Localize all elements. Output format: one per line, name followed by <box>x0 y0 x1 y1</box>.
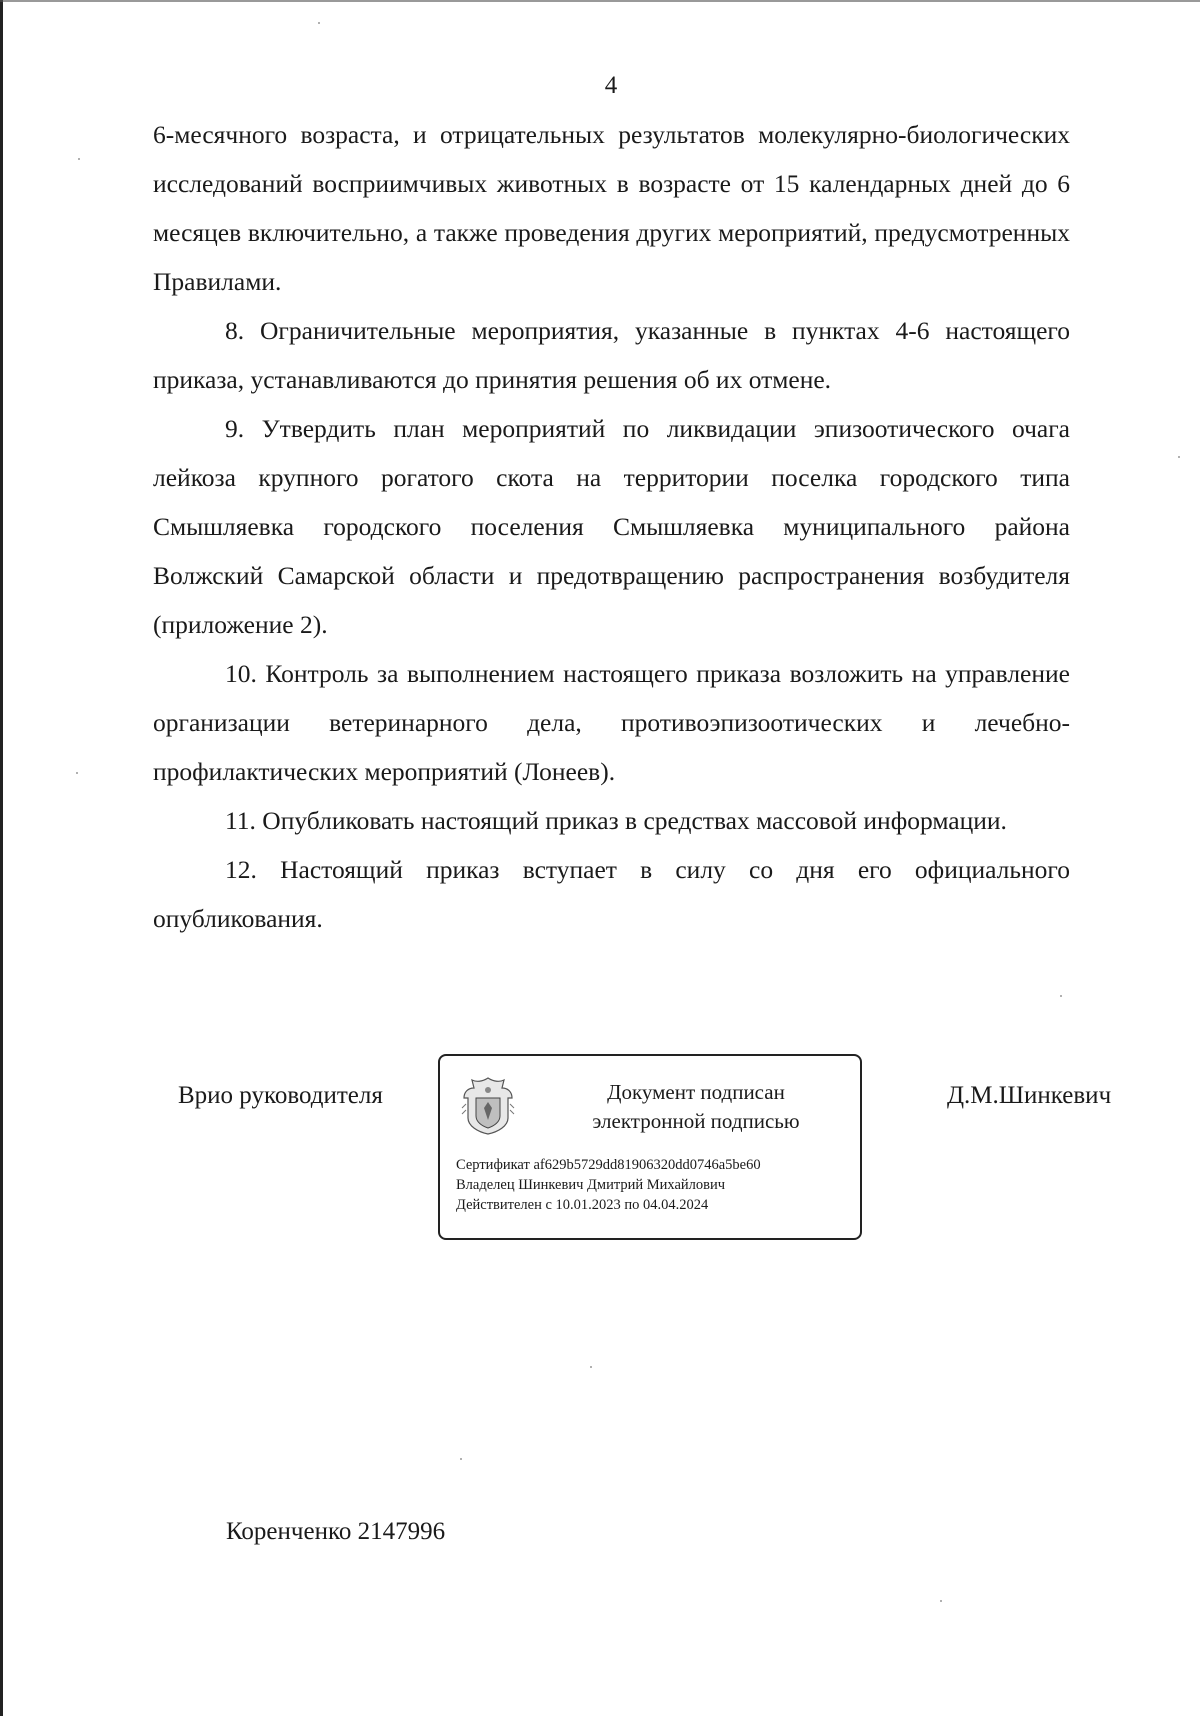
signer-title: Врио руководителя <box>178 1082 383 1109</box>
paragraph-8: 8. Ограничительные мероприятия, указанные в пунктах 4-6 настоящего приказа, устанавливаются до принятия решения об их отмене. <box>153 316 1070 394</box>
stamp-heading-line2: электронной подписью <box>592 1109 800 1133</box>
document-body <box>153 110 1070 943</box>
paragraph-11: 11. Опубликовать настоящий приказ в средствах массовой информации. <box>225 806 1007 835</box>
paragraph-continuation: 6-месячного возраста, и отрицательных результатов молекулярно-биологических исследований восприимчивых животных в возрасте от 15 календарных дней до 6 месяцев включительно, а также проведения других мероприятий, предусмотренных Правилами. <box>153 120 1070 296</box>
scan-edge-top <box>0 0 1200 2</box>
certificate-validity: Действителен с 10.01.2023 по 04.04.2024 <box>456 1197 709 1213</box>
scan-speck <box>460 1458 462 1460</box>
scan-edge-left <box>0 0 3 1716</box>
electronic-signature-stamp <box>438 1054 862 1240</box>
paragraph-10: 10. Контроль за выполнением настоящего приказа возложить на управление организации ветеринарного дела, противоэпизоотических и лечебно-профилактических мероприятий (Лонеев). <box>153 659 1070 786</box>
signer-name: Д.М.Шинкевич <box>947 1082 1112 1109</box>
scan-speck <box>1178 456 1180 458</box>
stamp-heading <box>550 1078 842 1136</box>
paragraph-12: 12. Настоящий приказ вступает в силу со дня его официального опубликования. <box>153 855 1070 933</box>
certificate-id: Сертификат af629b5729dd81906320dd0746a5be60 <box>456 1157 761 1173</box>
stamp-heading-line1: Документ подписан <box>607 1080 785 1104</box>
coat-of-arms-icon <box>458 1074 518 1138</box>
scan-speck <box>318 22 320 24</box>
scan-speck <box>590 1366 592 1368</box>
scan-speck <box>78 158 80 160</box>
page-number: 4 <box>604 72 618 99</box>
executor-contact: Коренченко 2147996 <box>226 1518 446 1545</box>
scan-speck <box>76 772 78 774</box>
scan-speck <box>1060 995 1062 997</box>
paragraph-9: 9. Утвердить план мероприятий по ликвидации эпизоотического очага лейкоза крупного рогатого скота на территории поселка городского типа Смышляевка городского поселения Смышляевка муниципального района Волжский Самарской области и предотвращению распространения возбудителя (приложение 2). <box>153 414 1070 639</box>
scan-speck <box>940 1600 942 1602</box>
certificate-owner: Владелец Шинкевич Дмитрий Михайлович <box>456 1177 726 1193</box>
stamp-details <box>456 1155 856 1215</box>
